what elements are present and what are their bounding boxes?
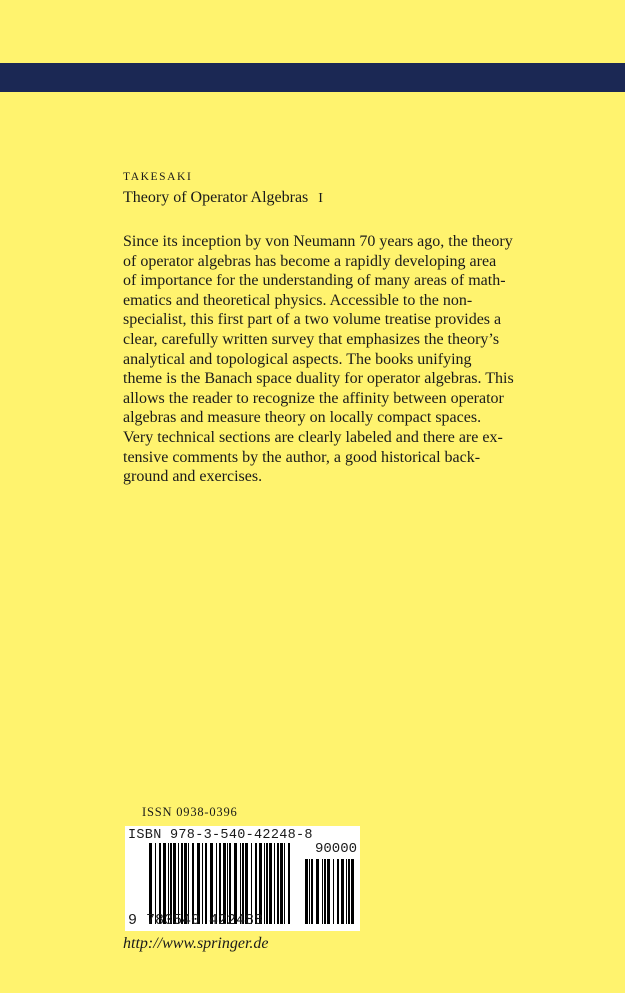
- isbn: ISBN 978-3-540-42248-8: [128, 828, 313, 843]
- blurb-line: allows the reader to recognize the affinity between operator: [123, 389, 504, 407]
- barcode-digits: 9 783540 422488: [128, 912, 264, 929]
- blurb: [123, 232, 523, 487]
- blurb-line: of importance for the understanding of many areas of math-: [123, 272, 506, 290]
- book-title: [123, 189, 323, 207]
- barcode-bar: [346, 859, 347, 924]
- blurb-line: ground and exercises.: [123, 468, 263, 486]
- barcode-bar: [341, 859, 344, 924]
- barcode-bar: [280, 843, 283, 924]
- volume-number: I: [318, 191, 323, 206]
- barcode-bar: [274, 843, 275, 924]
- barcode-bar: [269, 843, 272, 924]
- barcode-bar: [277, 843, 279, 924]
- barcode-bar: [337, 859, 339, 924]
- blurb-line: clear, carefully written survey that emphasizes the theory’s: [123, 330, 500, 348]
- title-text: Theory of Operator Algebras: [123, 189, 309, 206]
- barcode-bar: [305, 859, 308, 924]
- barcode-bar: [348, 859, 350, 924]
- publisher-url[interactable]: http://www.springer.de: [123, 935, 269, 952]
- barcode-bar: [324, 859, 326, 924]
- blurb-line: algebras and measure theory on locally compact spaces.: [123, 409, 482, 427]
- barcode-bar: [311, 859, 313, 924]
- blurb-line: analytical and topological aspects. The books unifying: [123, 350, 472, 368]
- barcode-bar: [288, 843, 290, 924]
- barcode-bar: [327, 859, 330, 924]
- issn: ISSN 0938-0396: [142, 805, 238, 819]
- barcode-bar: [316, 859, 319, 924]
- barcode-bar: [309, 859, 310, 924]
- barcode-bar: [284, 843, 285, 924]
- barcode-bar: [266, 843, 268, 924]
- barcode: [125, 826, 360, 931]
- blurb-line: tensive comments by the author, a good historical back-: [123, 448, 481, 466]
- barcode-bar: [322, 859, 323, 924]
- price-addon: 90000: [315, 841, 358, 857]
- author-name: TAKESAKI: [123, 171, 193, 183]
- barcode-bar: [333, 859, 334, 924]
- barcode-bar: [351, 859, 354, 924]
- barcode-bar: [264, 843, 265, 924]
- blurb-line: ematics and theoretical physics. Accessible to the non-: [123, 291, 473, 309]
- blurb-line: specialist, this first part of a two volume treatise provides a: [123, 311, 502, 329]
- top-color-band: [0, 63, 625, 92]
- blurb-line: Very technical sections are clearly labeled and there are ex-: [123, 428, 503, 446]
- blurb-line: theme is the Banach space duality for operator algebras. This: [123, 370, 514, 388]
- blurb-line: Since its inception by von Neumann 70 years ago, the theory: [123, 233, 513, 250]
- blurb-line: of operator algebras has become a rapidly developing area: [123, 252, 497, 270]
